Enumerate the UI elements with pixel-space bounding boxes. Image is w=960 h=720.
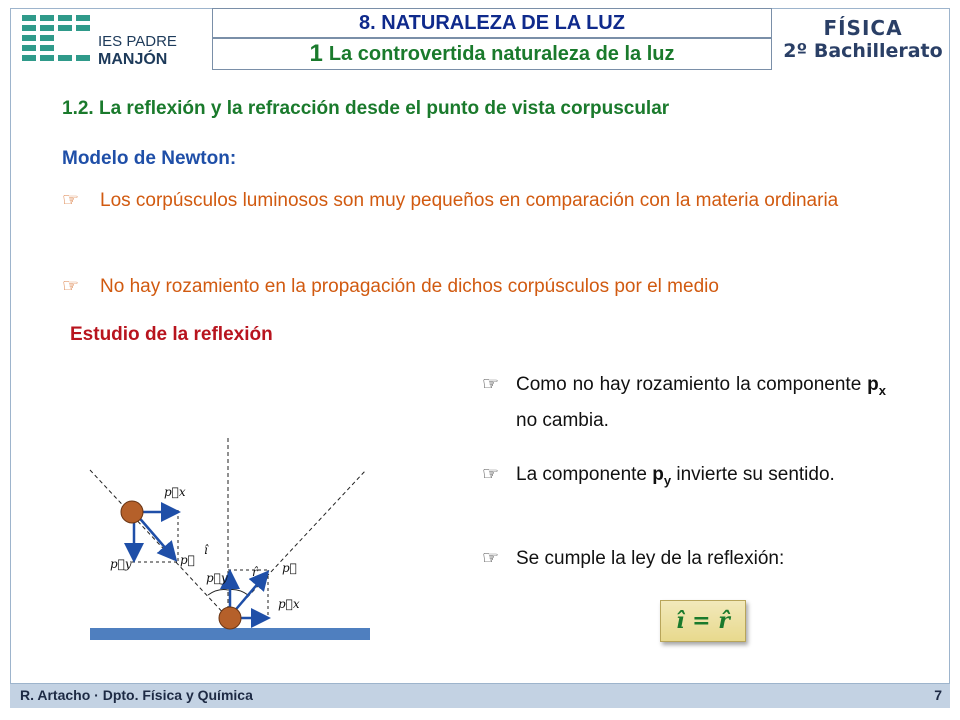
incident-corpuscle — [121, 501, 143, 523]
label-p-incident: p⃗ — [180, 553, 195, 567]
svg-text:MANJÓN: MANJÓN — [98, 51, 168, 68]
study-bullet-text: Se cumple la ley de la reflexión: — [516, 548, 785, 569]
study-bullet-1 — [482, 370, 886, 430]
topic-title — [212, 38, 772, 70]
incident-p-arrow — [136, 514, 174, 558]
reflection-diagram — [80, 430, 380, 645]
subject-badge — [776, 8, 950, 70]
model-bullet-2 — [62, 272, 898, 302]
footer-author: R. Artacho · Dpto. Física y Química — [20, 687, 253, 703]
label-i: î — [204, 543, 208, 557]
reflecting-surface — [90, 628, 370, 640]
model-bullet-1 — [62, 186, 898, 246]
label-p-reflected: p⃗ — [282, 561, 297, 575]
footer — [10, 683, 950, 708]
hand-pointer-icon: ☞ — [62, 190, 80, 211]
study-bullet-text: Como no hay rozamiento la componente $p_x$ no cambia. — [516, 374, 886, 431]
section-text: La reflexión y la refracción desde el punto de vista corpuscular — [98, 98, 670, 119]
section-number: 1.2. — [62, 98, 94, 119]
label-py-incident: p⃗y — [110, 557, 132, 571]
model-bullet-text: No hay rozamiento en la propagación de dichos corpúsculos por el medio — [100, 276, 719, 297]
label-px-incident: p⃗x — [164, 485, 186, 499]
unit-title: 8. NATURALEZA DE LA LUZ — [212, 8, 772, 38]
topic-text: La controvertida naturaleza de la luz — [328, 42, 675, 65]
hand-pointer-icon: ☞ — [62, 276, 80, 297]
study-bullet-3 — [482, 544, 886, 574]
subject-level: 2º Bachillerato — [783, 40, 943, 62]
label-r: r̂ — [252, 565, 258, 579]
hand-pointer-icon: ☞ — [482, 464, 500, 485]
label-py-reflected: p⃗y — [206, 571, 228, 585]
reflected-corpuscle — [219, 607, 241, 629]
model-bullet-text: Los corpúsculos luminosos son muy pequeños en comparación con la materia ordinaria — [100, 190, 839, 211]
hand-pointer-icon: ☞ — [482, 374, 500, 395]
reflection-law-equation: î = r̂ — [660, 600, 746, 642]
hand-pointer-icon: ☞ — [482, 548, 500, 569]
study-bullet-text: La componente $p_y$ invierte su sentido. — [516, 464, 835, 488]
study-bullet-2 — [482, 460, 886, 520]
topic-number: 1 — [309, 40, 323, 67]
subject-name: FÍSICA — [823, 16, 903, 40]
reflected-p-arrow — [232, 574, 266, 614]
page-number: 7 — [934, 687, 942, 703]
section-title — [62, 98, 669, 120]
svg-text:IES PADRE: IES PADRE — [98, 33, 177, 50]
label-px-reflected: p⃗x — [278, 597, 300, 611]
model-title: Modelo de Newton: — [62, 148, 237, 169]
school-logo — [20, 12, 200, 70]
study-title: Estudio de la reflexión — [70, 324, 273, 345]
incidence-angle-arc — [208, 590, 228, 595]
